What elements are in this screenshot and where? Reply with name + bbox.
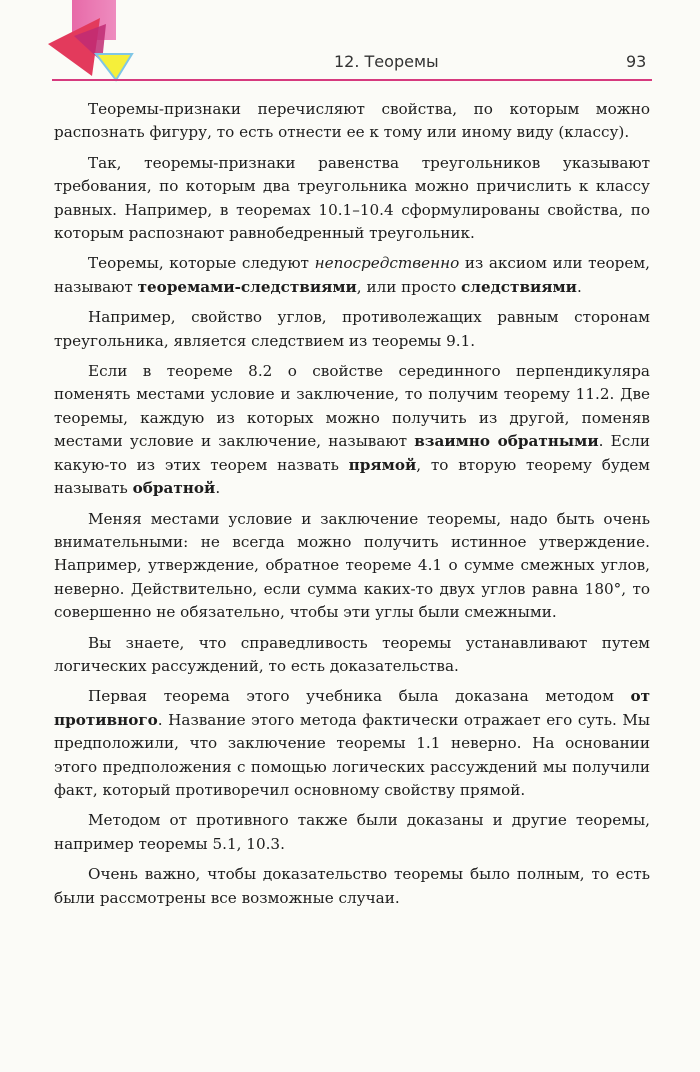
- running-head: 12. Теоремы: [334, 52, 439, 71]
- text-run: Теоремы, которые следуют: [88, 254, 315, 273]
- paragraph: [54, 632, 650, 679]
- page-number: 93: [626, 52, 647, 71]
- text-run: Меняя местами условие и заключение теоремы, надо быть очень внимательными: не всегда можно получить истинное утверждение. Например, утверждение, обратное теореме 4.1 о сумме смежных углов, неверно. Действительно, если сумма каких-то двух углов равна 180°, то совершенно не обязательно, чтобы эти углы были смежными.: [54, 509, 650, 622]
- text-run: Так, теоремы-признаки равенства треугольников указывают требования, по которым два треугольника можно причислить к классу равных. Например, в теоремах 10.1–10.4 сформулированы свойства, по которым распознают равнобедренный треугольник.: [54, 153, 650, 243]
- text-run: Если в теореме 8.2 о свойстве серединного перпендикуляра поменять местами условие и заключение, то получим теорему 11.2. Две теоремы, каждую из которых можно получить из другой, поменяв местами условие и заключение, называют: [54, 362, 650, 451]
- paragraph: [54, 252, 650, 299]
- paragraph: [54, 98, 650, 145]
- text-run: .: [576, 277, 582, 296]
- italic-term: непосредственно: [314, 254, 460, 273]
- bold-term: взаимно обратными: [414, 432, 599, 451]
- bold-term: обратной: [132, 479, 216, 498]
- text-run: , или просто: [356, 277, 462, 296]
- text-run: Например, свойство углов, противолежащих равным сторонам треугольника, является следствием из теоремы 9.1.: [54, 308, 650, 350]
- header-rule: [52, 79, 652, 81]
- text-run: из аксиом или теорем, называют: [54, 254, 650, 296]
- text-run: .: [215, 479, 221, 498]
- bold-term: от противного: [54, 687, 650, 729]
- bold-term: теоремами-следствиями: [137, 277, 357, 296]
- text-run: Вы знаете, что справедливость теоремы устанавливают путем логических рассуждений, то есть доказательства.: [54, 633, 650, 675]
- body-text: [54, 98, 650, 917]
- paragraph: [54, 685, 650, 802]
- triangles-logo-icon: [44, 14, 140, 86]
- text-run: Первая теорема этого учебника была доказана методом: [88, 687, 631, 706]
- text-run: , то вторую теорему будем называть: [54, 455, 650, 498]
- bold-term: следствиями: [461, 277, 577, 296]
- paragraph: [54, 508, 650, 625]
- bold-term: прямой: [348, 455, 417, 474]
- paragraph: [54, 863, 650, 910]
- text-run: Теоремы-признаки перечисляют свойства, по которым можно распознать фигуру, то есть отнести ее к тому или иному виду (классу).: [54, 100, 650, 142]
- paragraph: [54, 809, 650, 856]
- paragraph: [54, 360, 650, 500]
- text-run: . Название этого метода фактически отражает его суть. Мы предположили, что заключение теоремы 1.1 неверно. На основании этого предположения с помощью логических рассуждений мы получили факт, который противоречил основному свойству прямой.: [54, 710, 650, 799]
- text-run: Очень важно, чтобы доказательство теоремы было полным, то есть были рассмотрены все возможные случаи.: [54, 865, 650, 907]
- paragraph: [54, 306, 650, 353]
- paragraph: [54, 152, 650, 246]
- text-run: Методом от противного также были доказаны и другие теоремы, например теоремы 5.1, 10.3.: [54, 811, 650, 853]
- text-run: . Если какую-то из этих теорем назвать: [54, 432, 650, 474]
